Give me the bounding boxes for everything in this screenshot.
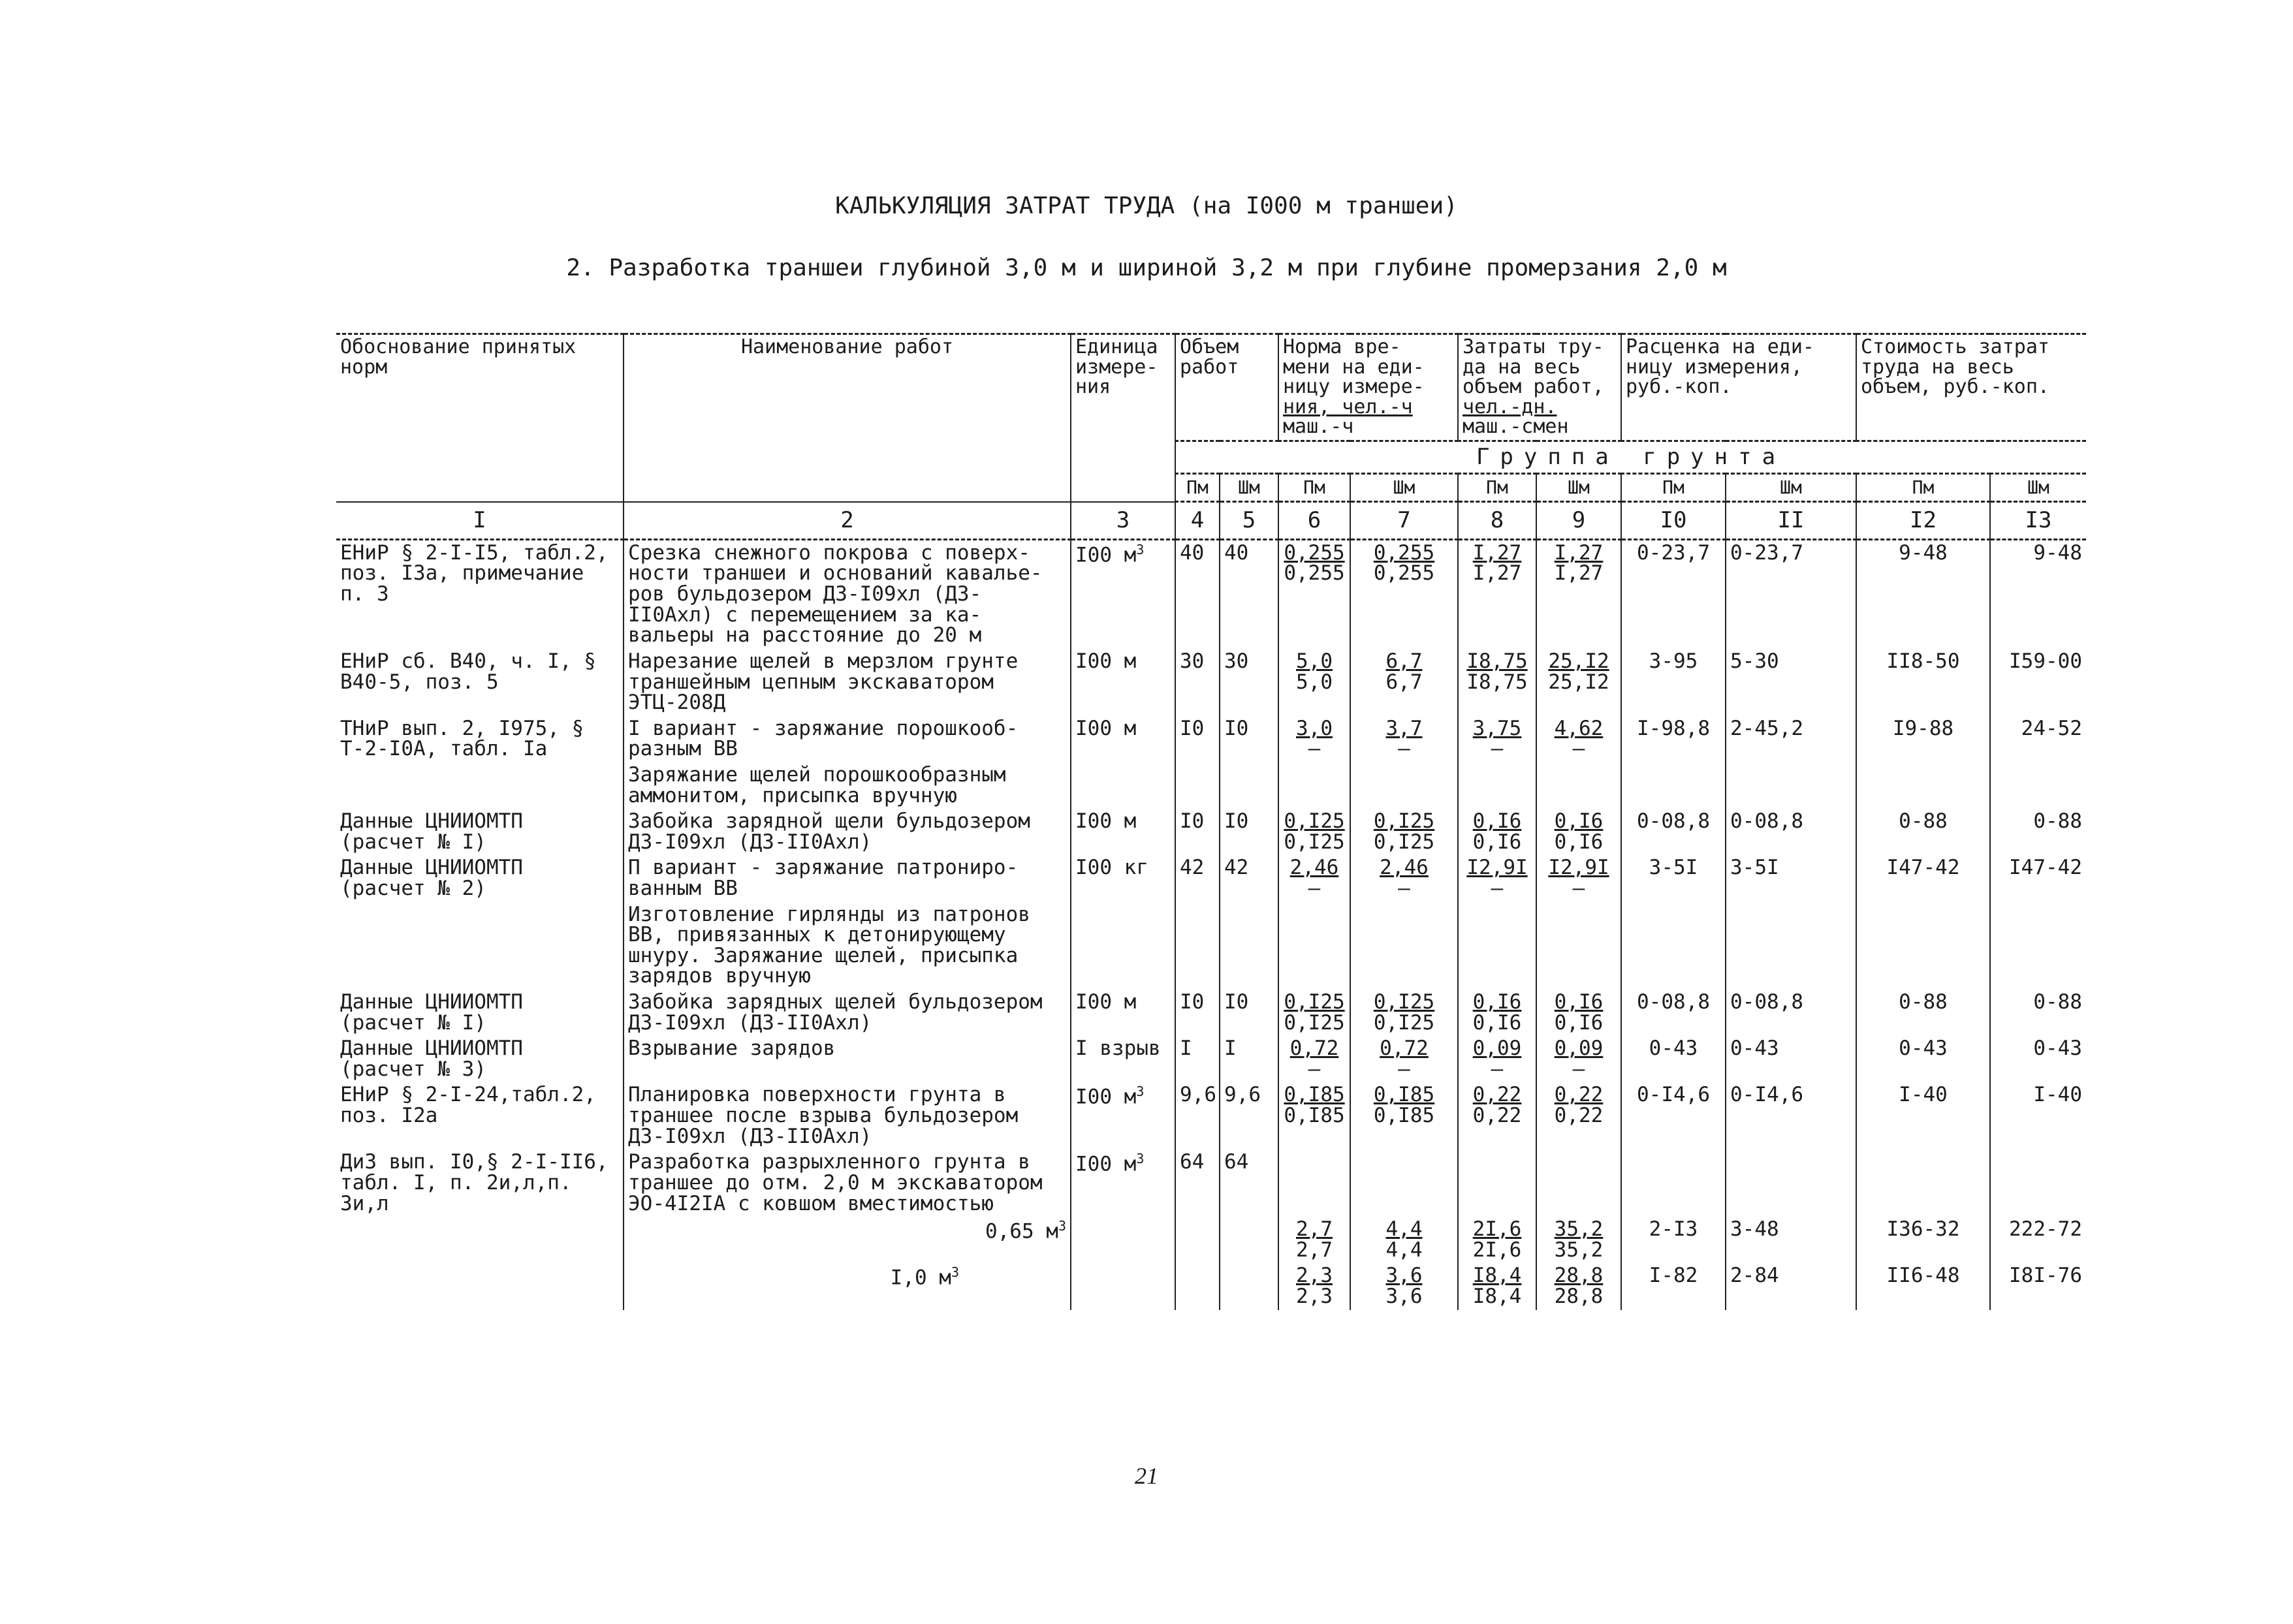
norm-pm-man: 0,I25 — [1284, 990, 1345, 1014]
row-rate-pm: 3-5I — [1621, 855, 1726, 990]
row-cost-pm: II8-50 — [1856, 649, 1990, 716]
shm-label: Шм — [1536, 473, 1621, 502]
row-work-name — [624, 716, 1071, 809]
pm-label: Пм — [1856, 473, 1990, 502]
row-cost-shm: 0-88 — [1990, 809, 2086, 855]
row-vol-pm: 30 — [1175, 649, 1220, 716]
row-rate-pm: I-82 — [1621, 1263, 1726, 1309]
norm-shm-man: 3,6 — [1385, 1264, 1423, 1288]
col-num-1: I — [336, 502, 624, 540]
norm-pm-mach: 0,I25 — [1284, 1010, 1345, 1035]
row-norm-shm — [1350, 1036, 1458, 1082]
row-vol-pm: 42 — [1175, 855, 1220, 990]
header-time-norm-l4: ния, чел.-ч — [1283, 395, 1413, 418]
col-num-7: 7 — [1350, 502, 1458, 540]
row-vol-shm: I0 — [1220, 716, 1278, 809]
table-row — [336, 649, 2086, 716]
norm-shm-man: 0,I85 — [1373, 1083, 1435, 1107]
row-labor-shm — [1536, 809, 1621, 855]
table-row — [336, 1217, 2086, 1263]
labor-cost-table — [336, 333, 2086, 1310]
bucket-size-text: I,0 м — [890, 1266, 951, 1290]
row-norm-shm — [1350, 1082, 1458, 1149]
row-norm-pm — [1278, 1263, 1350, 1309]
row-vol-shm: 42 — [1220, 855, 1278, 990]
page-title: КАЛЬКУЛЯЦИЯ ЗАТРАТ ТРУДА (на I000 м траншеи) — [835, 193, 1458, 219]
norm-shm-man: 4,4 — [1385, 1217, 1423, 1241]
row-norm-pm — [1278, 809, 1350, 855]
row-basis: ДиЗ вып. I0,§ 2-I-II6, табл. I, п. 2и,л,п. 3и,л — [336, 1149, 624, 1217]
row-vol-pm: I0 — [1175, 809, 1220, 855]
row-work-name — [624, 855, 1071, 990]
work-name-detail: Заряжание щелей порошкообразным аммонитом, присыпка вручную — [628, 762, 1006, 807]
header-labor-l4: чел.-дн. — [1463, 395, 1557, 418]
row-norm-pm — [1278, 855, 1350, 990]
row-rate-pm: 3-95 — [1621, 649, 1726, 716]
row-cost-shm: 24-52 — [1990, 716, 2086, 809]
col-num-9: 9 — [1536, 502, 1621, 540]
shm-label: Шм — [1726, 473, 1856, 502]
norm-pm-man: 5,0 — [1296, 649, 1333, 673]
row-unit: I00 м — [1071, 990, 1175, 1036]
col-num-13: I3 — [1990, 502, 2086, 540]
row-labor-pm — [1458, 649, 1536, 716]
row-rate-shm: 0-43 — [1726, 1036, 1856, 1082]
norm-shm-man: 2,46 — [1380, 856, 1429, 880]
row-norm-pm — [1278, 716, 1350, 809]
labor-pm-man: I8,4 — [1472, 1264, 1522, 1288]
dash-mark: – — [1308, 1057, 1321, 1081]
labor-shm-mach: I,27 — [1554, 561, 1604, 586]
labor-pm-mach: 0,22 — [1472, 1104, 1522, 1128]
norm-shm-man: 0,255 — [1373, 540, 1435, 565]
header-unit: Единица измере-ния — [1071, 334, 1175, 502]
row-rate-shm: 3-5I — [1726, 855, 1856, 990]
row-rate-pm: 0-I4,6 — [1621, 1082, 1726, 1149]
row-rate-shm: 3-48 — [1726, 1217, 1856, 1263]
row-vol-shm: 9,6 — [1220, 1082, 1278, 1149]
row-cost-pm: 0-88 — [1856, 990, 1990, 1036]
row-vol-pm: I0 — [1175, 990, 1220, 1036]
row-labor-shm — [1536, 539, 1621, 649]
labor-shm-man: 0,I6 — [1554, 990, 1604, 1014]
row-rate-pm: 2-I3 — [1621, 1217, 1726, 1263]
unit-sup: 3 — [1136, 541, 1145, 557]
unit-text: I00 м — [1075, 543, 1137, 567]
row-cost-pm: 0-43 — [1856, 1036, 1990, 1082]
row-rate-shm: 0-08,8 — [1726, 809, 1856, 855]
labor-pm-mach: I8,75 — [1466, 670, 1528, 694]
pm-label: Пм — [1175, 473, 1220, 502]
norm-pm-man: 3,0 — [1296, 716, 1333, 740]
row-bucket-size — [624, 1263, 1071, 1309]
row-cost-pm: I9-88 — [1856, 716, 1990, 809]
row-rate-pm: 0-23,7 — [1621, 539, 1726, 649]
row-unit: I00 м — [1071, 716, 1175, 809]
bucket-size-sup: 3 — [951, 1264, 959, 1281]
row-cost-shm: 0-88 — [1990, 990, 2086, 1036]
row-work-name: Забойка зарядной щели бульдозером ДЗ-I09хл (ДЗ-II0Ахл) — [624, 809, 1071, 855]
row-basis: Данные ЦНИИОМТП (расчет № 3) — [336, 1036, 624, 1082]
header-time-norm — [1278, 334, 1458, 441]
table-row — [336, 1036, 2086, 1082]
labor-shm-mach: 35,2 — [1554, 1238, 1604, 1262]
row-labor-pm — [1458, 539, 1536, 649]
dash-mark: – — [1491, 737, 1504, 761]
row-vol-pm: 9,6 — [1175, 1082, 1220, 1149]
dash-mark: – — [1491, 1057, 1504, 1081]
row-work-name: Забойка зарядных щелей бульдозером ДЗ-I09хл (ДЗ-II0Ахл) — [624, 990, 1071, 1036]
col-num-10: I0 — [1621, 502, 1726, 540]
row-vol-shm: 64 — [1220, 1149, 1278, 1217]
row-labor-shm — [1536, 1263, 1621, 1309]
labor-shm-mach: 0,I6 — [1554, 1010, 1604, 1035]
labor-pm-mach: 2I,6 — [1472, 1238, 1522, 1262]
dash-mark: – — [1572, 737, 1585, 761]
header-labor-l1: Затраты тру- — [1463, 336, 1604, 358]
row-unit: I взрыв — [1071, 1036, 1175, 1082]
header-volume: Объем работ — [1175, 334, 1278, 441]
row-cost-shm: 9-48 — [1990, 539, 2086, 649]
norm-shm-mach: 0,255 — [1373, 561, 1435, 586]
row-rate-shm: 0-23,7 — [1726, 539, 1856, 649]
work-name-detail: Изготовление гирлянды из патронов ВВ, привязанных к детонирующему шнуру. Заряжание щелей, присыпка зарядов вручную — [628, 902, 1030, 988]
pm-label: Пм — [1278, 473, 1350, 502]
labor-shm-man: I2,9I — [1548, 856, 1609, 880]
row-cost-shm: I47-42 — [1990, 855, 2086, 990]
pm-label: Пм — [1621, 473, 1726, 502]
row-unit: I00 м — [1071, 649, 1175, 716]
norm-shm-man: 0,I25 — [1373, 809, 1435, 834]
header-time-norm-l3: ницу измере- — [1283, 375, 1425, 399]
row-vol-shm: 40 — [1220, 539, 1278, 649]
header-labor-l5: маш.-смен — [1463, 415, 1569, 439]
row-rate-pm: 0-08,8 — [1621, 990, 1726, 1036]
norm-shm-man: 0,72 — [1380, 1037, 1429, 1061]
norm-shm-mach: 0,I25 — [1373, 1010, 1435, 1035]
row-unit — [1071, 539, 1175, 649]
row-basis: Данные ЦНИИОМТП (расчет № I) — [336, 990, 624, 1036]
labor-pm-mach: I8,4 — [1472, 1284, 1522, 1308]
labor-shm-man: 0,22 — [1554, 1083, 1604, 1107]
row-vol-shm: I — [1220, 1036, 1278, 1082]
labor-shm-mach: 0,I6 — [1554, 830, 1604, 854]
row-rate-pm: I-98,8 — [1621, 716, 1726, 809]
row-cost-shm: I8I-76 — [1990, 1263, 2086, 1309]
row-norm-pm — [1278, 1036, 1350, 1082]
labor-pm-man: 0,I6 — [1472, 809, 1522, 834]
table-row — [336, 855, 2086, 990]
labor-shm-man: 0,I6 — [1554, 809, 1604, 834]
row-vol-pm: 64 — [1175, 1149, 1220, 1217]
norm-pm-mach: 0,I25 — [1284, 830, 1345, 854]
row-vol-shm: 30 — [1220, 649, 1278, 716]
row-norm-pm — [1278, 649, 1350, 716]
row-labor-shm — [1536, 990, 1621, 1036]
row-norm-shm — [1350, 1263, 1458, 1309]
row-norm-shm — [1350, 716, 1458, 809]
norm-shm-man: 0,I25 — [1373, 990, 1435, 1014]
row-work-name: Нарезание щелей в мерзлом грунте траншейным цепным экскаватором ЭТЦ-208Д — [624, 649, 1071, 716]
row-cost-shm: I59-00 — [1990, 649, 2086, 716]
bucket-size-sup: 3 — [1058, 1218, 1066, 1234]
row-basis: Данные ЦНИИОМТП (расчет № 2) — [336, 855, 624, 990]
header-total-cost: Стоимость затрат труда на весь объем, руб.-коп. — [1856, 334, 2086, 441]
norm-pm-man: 2,3 — [1296, 1264, 1333, 1288]
labor-pm-mach: 0,I6 — [1472, 1010, 1522, 1035]
norm-pm-mach: 2,3 — [1296, 1284, 1333, 1308]
row-work-name: Разработка разрыхленного грунта в траншее до отм. 2,0 м экскаватором ЭО-4I2IА с ковшом вместимостью — [624, 1149, 1071, 1217]
row-unit — [1071, 1149, 1175, 1217]
col-num-6: 6 — [1278, 502, 1350, 540]
row-cost-pm: I-40 — [1856, 1082, 1990, 1149]
norm-shm-mach: 3,6 — [1385, 1284, 1423, 1308]
row-labor-shm — [1536, 716, 1621, 809]
row-labor-pm — [1458, 716, 1536, 809]
unit-sup: 3 — [1136, 1084, 1145, 1100]
row-norm-shm — [1350, 1217, 1458, 1263]
labor-shm-mach: 25,I2 — [1548, 670, 1609, 694]
page-subtitle: 2. Разработка траншеи глубиной 3,0 м и шириной 3,2 м при глубине промерзания 2,0 м — [566, 255, 1727, 281]
norm-shm-mach: 0,I25 — [1373, 830, 1435, 854]
col-num-2: 2 — [624, 502, 1071, 540]
header-labor-costs — [1458, 334, 1621, 441]
row-rate-shm: 5-30 — [1726, 649, 1856, 716]
col-num-5: 5 — [1220, 502, 1278, 540]
unit-text: I00 м — [1075, 1085, 1137, 1109]
norm-shm-mach: 0,I85 — [1373, 1104, 1435, 1128]
dash-mark: – — [1308, 877, 1321, 900]
row-rate-shm: 0-08,8 — [1726, 990, 1856, 1036]
row-labor-pm — [1458, 1263, 1536, 1309]
row-basis: ТНиР вып. 2, I975, § Т-2-I0А, табл. Iа — [336, 716, 624, 809]
row-norm-shm — [1350, 990, 1458, 1036]
bucket-size-text: 0,65 м — [985, 1219, 1058, 1243]
shm-label: Шм — [1990, 473, 2086, 502]
table-row — [336, 1082, 2086, 1149]
unit-text: I00 м — [1075, 1152, 1137, 1176]
labor-pm-mach: 0,I6 — [1472, 830, 1522, 854]
row-norm-pm — [1278, 990, 1350, 1036]
row-basis: ЕНиР сб. В40, ч. I, § В40-5, поз. 5 — [336, 649, 624, 716]
row-labor-pm — [1458, 1082, 1536, 1149]
labor-pm-man: 3,75 — [1472, 716, 1522, 740]
header-labor-l2: да на весь — [1463, 355, 1581, 379]
header-time-norm-l5: маш.-ч — [1283, 415, 1354, 439]
header-labor-l3: объем работ, — [1463, 375, 1604, 399]
dash-mark: – — [1572, 1057, 1585, 1081]
norm-pm-man: 0,72 — [1289, 1037, 1339, 1061]
pm-label: Пм — [1458, 473, 1536, 502]
row-unit: I00 кг — [1071, 855, 1175, 990]
soil-group-label: Группа грунта — [1175, 441, 2086, 473]
row-vol-pm: I — [1175, 1036, 1220, 1082]
labor-pm-man: I8,75 — [1466, 649, 1528, 673]
labor-pm-man: I2,9I — [1466, 856, 1528, 880]
row-cost-pm: I36-32 — [1856, 1217, 1990, 1263]
norm-pm-man: 2,46 — [1289, 856, 1339, 880]
dash-mark: – — [1398, 1057, 1410, 1081]
page-number: 21 — [1135, 1463, 1158, 1489]
col-num-8: 8 — [1458, 502, 1536, 540]
row-basis: Данные ЦНИИОМТП (расчет № I) — [336, 809, 624, 855]
row-rate-shm: 0-I4,6 — [1726, 1082, 1856, 1149]
row-cost-shm: I-40 — [1990, 1082, 2086, 1149]
row-cost-shm: 0-43 — [1990, 1036, 2086, 1082]
labor-shm-man: 35,2 — [1554, 1217, 1604, 1241]
row-labor-pm — [1458, 809, 1536, 855]
row-vol-shm: I0 — [1220, 990, 1278, 1036]
norm-pm-mach: 0,255 — [1284, 561, 1345, 586]
row-unit — [1071, 1082, 1175, 1149]
col-num-4: 4 — [1175, 502, 1220, 540]
norm-pm-man: 0,I25 — [1284, 809, 1345, 834]
column-numbers-row — [336, 502, 2086, 540]
norm-pm-man: 0,255 — [1284, 540, 1345, 565]
dash-mark: – — [1398, 737, 1410, 761]
unit-sup: 3 — [1136, 1151, 1145, 1167]
row-work-name: Взрывание зарядов — [624, 1036, 1071, 1082]
labor-pm-man: 2I,6 — [1472, 1217, 1522, 1241]
work-name-main: П вариант - заряжание патрониро-ванным ВВ — [628, 856, 1019, 900]
dash-mark: – — [1308, 737, 1321, 761]
labor-pm-man: 0,22 — [1472, 1083, 1522, 1107]
row-norm-shm — [1350, 539, 1458, 649]
table-header-row — [336, 334, 2086, 441]
work-name-main: I вариант - заряжание порошкооб-разным ВВ — [628, 716, 1019, 761]
row-vol-shm: I0 — [1220, 809, 1278, 855]
labor-pm-man: 0,I6 — [1472, 990, 1522, 1014]
labor-pm-mach: I,27 — [1472, 561, 1522, 586]
row-rate-pm: 0-43 — [1621, 1036, 1726, 1082]
row-work-name: Срезка снежного покрова с поверх-ности траншеи и оснований кавалье-ров бульдозером ДЗ-I09хл (ДЗ-II0Ахл) с перемещением за ка-вальеры на расстояние до 20 м — [624, 539, 1071, 649]
row-labor-shm — [1536, 649, 1621, 716]
row-labor-shm — [1536, 1217, 1621, 1263]
table-row — [336, 1263, 2086, 1309]
dash-mark: – — [1398, 877, 1410, 900]
row-norm-pm — [1278, 1217, 1350, 1263]
row-labor-pm — [1458, 1036, 1536, 1082]
norm-shm-man: 3,7 — [1385, 716, 1423, 740]
labor-shm-man: 28,8 — [1554, 1264, 1604, 1288]
row-norm-shm — [1350, 649, 1458, 716]
norm-shm-man: 6,7 — [1385, 649, 1423, 673]
norm-pm-mach: 0,I85 — [1284, 1104, 1345, 1128]
labor-shm-man: 0,09 — [1554, 1037, 1604, 1061]
row-cost-shm: 222-72 — [1990, 1217, 2086, 1263]
labor-shm-man: I,27 — [1554, 540, 1604, 565]
header-time-norm-l2: мени на еди- — [1283, 355, 1425, 379]
header-basis: Обоснование принятых норм — [336, 334, 624, 502]
row-norm-pm — [1278, 539, 1350, 649]
row-cost-pm: 9-48 — [1856, 539, 1990, 649]
norm-pm-man: 2,7 — [1296, 1217, 1333, 1241]
row-vol-pm: I0 — [1175, 716, 1220, 809]
row-work-name: Планировка поверхности грунта в траншее после взрыва бульдозером ДЗ-I09хл (ДЗ-II0Ахл) — [624, 1082, 1071, 1149]
row-norm-shm — [1350, 855, 1458, 990]
row-norm-shm — [1350, 809, 1458, 855]
row-cost-pm: I47-42 — [1856, 855, 1990, 990]
table-row — [336, 1149, 2086, 1217]
row-basis: ЕНиР § 2-I-I5, табл.2, поз. I3а, примечание п. 3 — [336, 539, 624, 649]
row-vol-pm: 40 — [1175, 539, 1220, 649]
norm-pm-man: 0,I85 — [1284, 1083, 1345, 1107]
header-time-norm-l1: Норма вре- — [1283, 336, 1401, 358]
header-work-name: Наименование работ — [624, 334, 1071, 502]
col-num-3: 3 — [1071, 502, 1175, 540]
norm-shm-mach: 6,7 — [1385, 670, 1423, 694]
row-labor-pm — [1458, 855, 1536, 990]
labor-shm-mach: 28,8 — [1554, 1284, 1604, 1308]
row-labor-pm — [1458, 990, 1536, 1036]
row-rate-shm: 2-45,2 — [1726, 716, 1856, 809]
labor-pm-man: 0,09 — [1472, 1037, 1522, 1061]
header-rate: Расценка на еди-ницу измерения, руб.-коп. — [1621, 334, 1856, 441]
table-row — [336, 716, 2086, 809]
col-num-11: II — [1726, 502, 1856, 540]
dash-mark: – — [1572, 877, 1585, 900]
norm-pm-mach: 5,0 — [1296, 670, 1333, 694]
row-cost-pm: II6-48 — [1856, 1263, 1990, 1309]
row-labor-shm — [1536, 855, 1621, 990]
labor-pm-man: I,27 — [1472, 540, 1522, 565]
row-norm-pm — [1278, 1082, 1350, 1149]
table-row — [336, 990, 2086, 1036]
row-labor-shm — [1536, 1036, 1621, 1082]
row-rate-pm: 0-08,8 — [1621, 809, 1726, 855]
row-labor-shm — [1536, 1082, 1621, 1149]
shm-label: Шм — [1220, 473, 1278, 502]
row-unit: I00 м — [1071, 809, 1175, 855]
labor-shm-man: 25,I2 — [1548, 649, 1609, 673]
col-num-12: I2 — [1856, 502, 1990, 540]
dash-mark: – — [1491, 877, 1504, 900]
row-basis: ЕНиР § 2-I-24,табл.2, поз. I2а — [336, 1082, 624, 1149]
shm-label: Шм — [1350, 473, 1458, 502]
labor-shm-mach: 0,22 — [1554, 1104, 1604, 1128]
row-rate-shm: 2-84 — [1726, 1263, 1856, 1309]
row-bucket-size — [624, 1217, 1071, 1263]
row-labor-pm — [1458, 1217, 1536, 1263]
norm-shm-mach: 4,4 — [1385, 1238, 1423, 1262]
row-cost-pm: 0-88 — [1856, 809, 1990, 855]
labor-shm-man: 4,62 — [1554, 716, 1604, 740]
table-row — [336, 809, 2086, 855]
norm-pm-mach: 2,7 — [1296, 1238, 1333, 1262]
table-row — [336, 539, 2086, 649]
